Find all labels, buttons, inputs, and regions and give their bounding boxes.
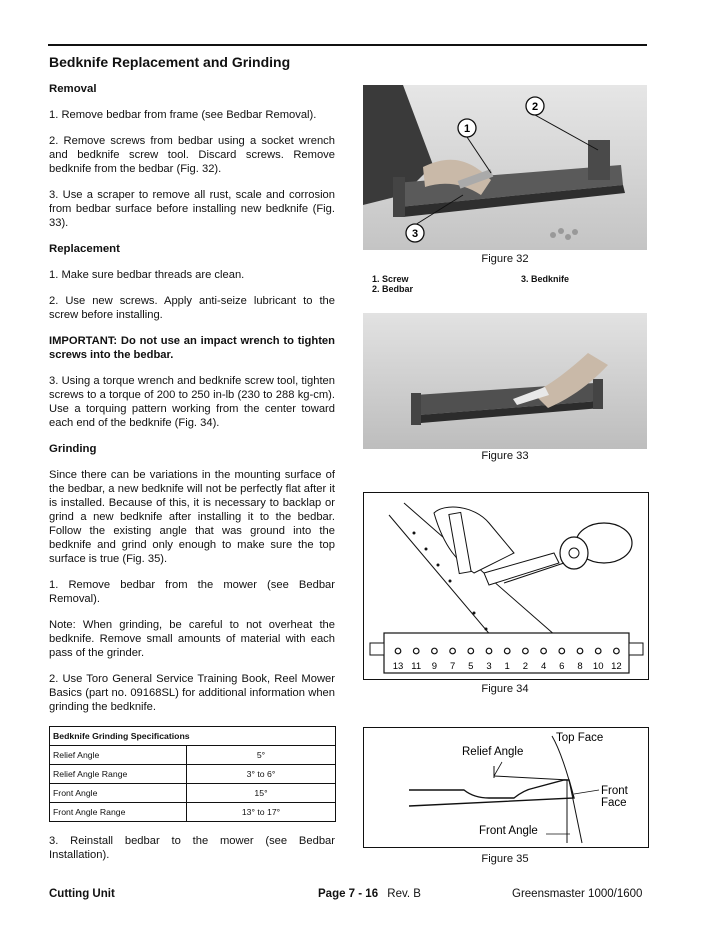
callout-1: 1 <box>463 123 471 135</box>
torque-order-label: 8 <box>577 661 583 672</box>
screw-hole <box>468 648 474 654</box>
figure-35-drawing <box>363 727 649 848</box>
screw-hole <box>450 648 456 654</box>
grinding-heading: Grinding <box>49 443 97 455</box>
top-face-label: Top Face <box>556 732 604 744</box>
replacement-step-2: 2. Use new screws. Apply anti-seize lubricant to the screw before installing. <box>49 295 335 321</box>
screw-hole <box>395 648 401 654</box>
table-row <box>50 784 336 803</box>
figure-33-photo <box>363 313 647 449</box>
figure-35-caption: Figure 35 <box>481 853 529 865</box>
replacement-step-3: 3. Using a torque wrench and bedknife screw tool, tighten screws to a torque of 200 to 250 in-lb (230 to 288 kg-cm). Use a torquing pattern working from the center toward each end of the bedknife (Fig. 34). <box>49 375 335 429</box>
table-row <box>50 746 336 765</box>
footer-page <box>318 888 421 900</box>
torque-order-label: 1 <box>504 661 510 672</box>
spec-label: Relief Angle <box>50 746 187 765</box>
relief-angle-label: Relief Angle <box>462 746 524 758</box>
figure-32-legend-2: 2. Bedbar <box>372 284 414 294</box>
front-face-label-2: Face <box>601 797 627 809</box>
torque-order-label: 7 <box>449 661 456 672</box>
important-notice: IMPORTANT: Do not use an impact wrench to tighten screws into the bedbar. <box>49 335 335 361</box>
callout-3: 3 <box>411 228 419 240</box>
removal-step-1: 1. Remove bedbar from frame (see Bedbar Removal). <box>49 109 317 121</box>
removal-step-3: 3. Use a scraper to remove all rust, scale and corrosion from bedbar surface before installing new bedknife (Fig. 33). <box>49 189 335 229</box>
spec-value: 15° <box>187 784 336 803</box>
screw-hole <box>541 648 547 654</box>
front-face-label-1: Front <box>601 785 628 797</box>
screw-hole <box>595 648 601 654</box>
footer-model: Greensmaster 1000/1600 <box>512 888 643 900</box>
figure-33-caption: Figure 33 <box>481 450 529 462</box>
torque-order-label: 4 <box>540 661 547 672</box>
callout-2: 2 <box>531 101 539 113</box>
grinding-step-2: 2. Use Toro General Service Training Book, Reel Mower Basics (part no. 09168SL) for additional information when grinding the bedknife. <box>49 673 335 713</box>
table-row <box>50 803 336 822</box>
torque-pattern-diagram <box>364 493 648 679</box>
screw-hole <box>486 648 492 654</box>
torque-order-label: 12 <box>611 661 622 672</box>
screw-hole <box>577 648 583 654</box>
screw-hole <box>559 648 565 654</box>
table-row <box>50 765 336 784</box>
grinding-spec-table <box>49 726 336 822</box>
removal-heading: Removal <box>49 83 97 95</box>
torque-order-label: 5 <box>468 661 474 672</box>
screw-hole <box>413 648 419 654</box>
removal-step-2: 2. Remove screws from bedbar using a socket wrench and bedknife screw tool. Discard screws. Remove bedknife from the bedbar (Fig. 32). <box>49 135 335 175</box>
left-column <box>49 82 335 874</box>
spec-label: Front Angle <box>50 784 187 803</box>
grinding-intro: Since there can be variations in the mounting surface of the bedbar, a new bedknife will not be perfectly flat after it is installed. Because of this, it is necessary to backlap or grind a new bedknife after installing it to the bedbar. Follow the existing angle that was ground into the bedknife and grind only enough to make sure the top surface is true (Fig. 35). <box>49 469 335 565</box>
replacement-step-1: 1. Make sure bedbar threads are clean. <box>49 269 245 281</box>
page-title: Bedknife Replacement and Grinding <box>49 54 291 70</box>
torque-order-label: 3 <box>486 661 492 672</box>
torque-order-label: 10 <box>592 661 604 672</box>
bedknife-angle-diagram <box>364 728 648 847</box>
torque-order-label: 11 <box>411 661 422 672</box>
spec-value: 13° to 17° <box>187 803 336 822</box>
torque-order-label: 13 <box>392 661 404 672</box>
header-rule <box>48 44 647 46</box>
figure-34-drawing <box>363 492 649 680</box>
spec-label: Relief Angle Range <box>50 765 187 784</box>
figure-32-legend-1: 1. Screw <box>372 274 409 284</box>
grinding-step-1: 1. Remove bedbar from the mower (see Bedbar Removal). <box>49 579 335 605</box>
torque-order-label: 6 <box>559 661 565 672</box>
screw-hole <box>614 648 620 654</box>
bedbar-photo-illustration <box>363 85 647 250</box>
screw-hole <box>504 648 510 654</box>
figure-34-caption: Figure 34 <box>481 683 529 695</box>
replacement-heading: Replacement <box>49 243 120 255</box>
grinding-step-3: 3. Reinstall bedbar to the mower (see Bedbar Installation). <box>49 835 335 861</box>
figure-32-caption: Figure 32 <box>481 253 529 265</box>
front-angle-label: Front Angle <box>479 825 538 837</box>
figure-32-photo <box>363 85 647 250</box>
spec-label: Front Angle Range <box>50 803 187 822</box>
spec-value: 5° <box>187 746 336 765</box>
scraper-photo-illustration <box>363 313 647 449</box>
spec-table-header: Bedknife Grinding Specifications <box>50 727 336 746</box>
footer-section: Cutting Unit <box>49 888 115 900</box>
revision: Rev. B <box>387 888 421 900</box>
screw-hole <box>523 648 529 654</box>
spec-value: 3° to 6° <box>187 765 336 784</box>
torque-order-label: 9 <box>431 661 438 672</box>
screw-hole <box>432 648 438 654</box>
figure-32-legend-3: 3. Bedknife <box>521 274 570 284</box>
grinding-note: Note: When grinding, be careful to not overheat the bedknife. Remove small amounts of material with each pass of the grinder. <box>49 619 335 659</box>
torque-order-label: 2 <box>522 661 529 672</box>
page-number: Page 7 - 16 <box>318 888 379 900</box>
